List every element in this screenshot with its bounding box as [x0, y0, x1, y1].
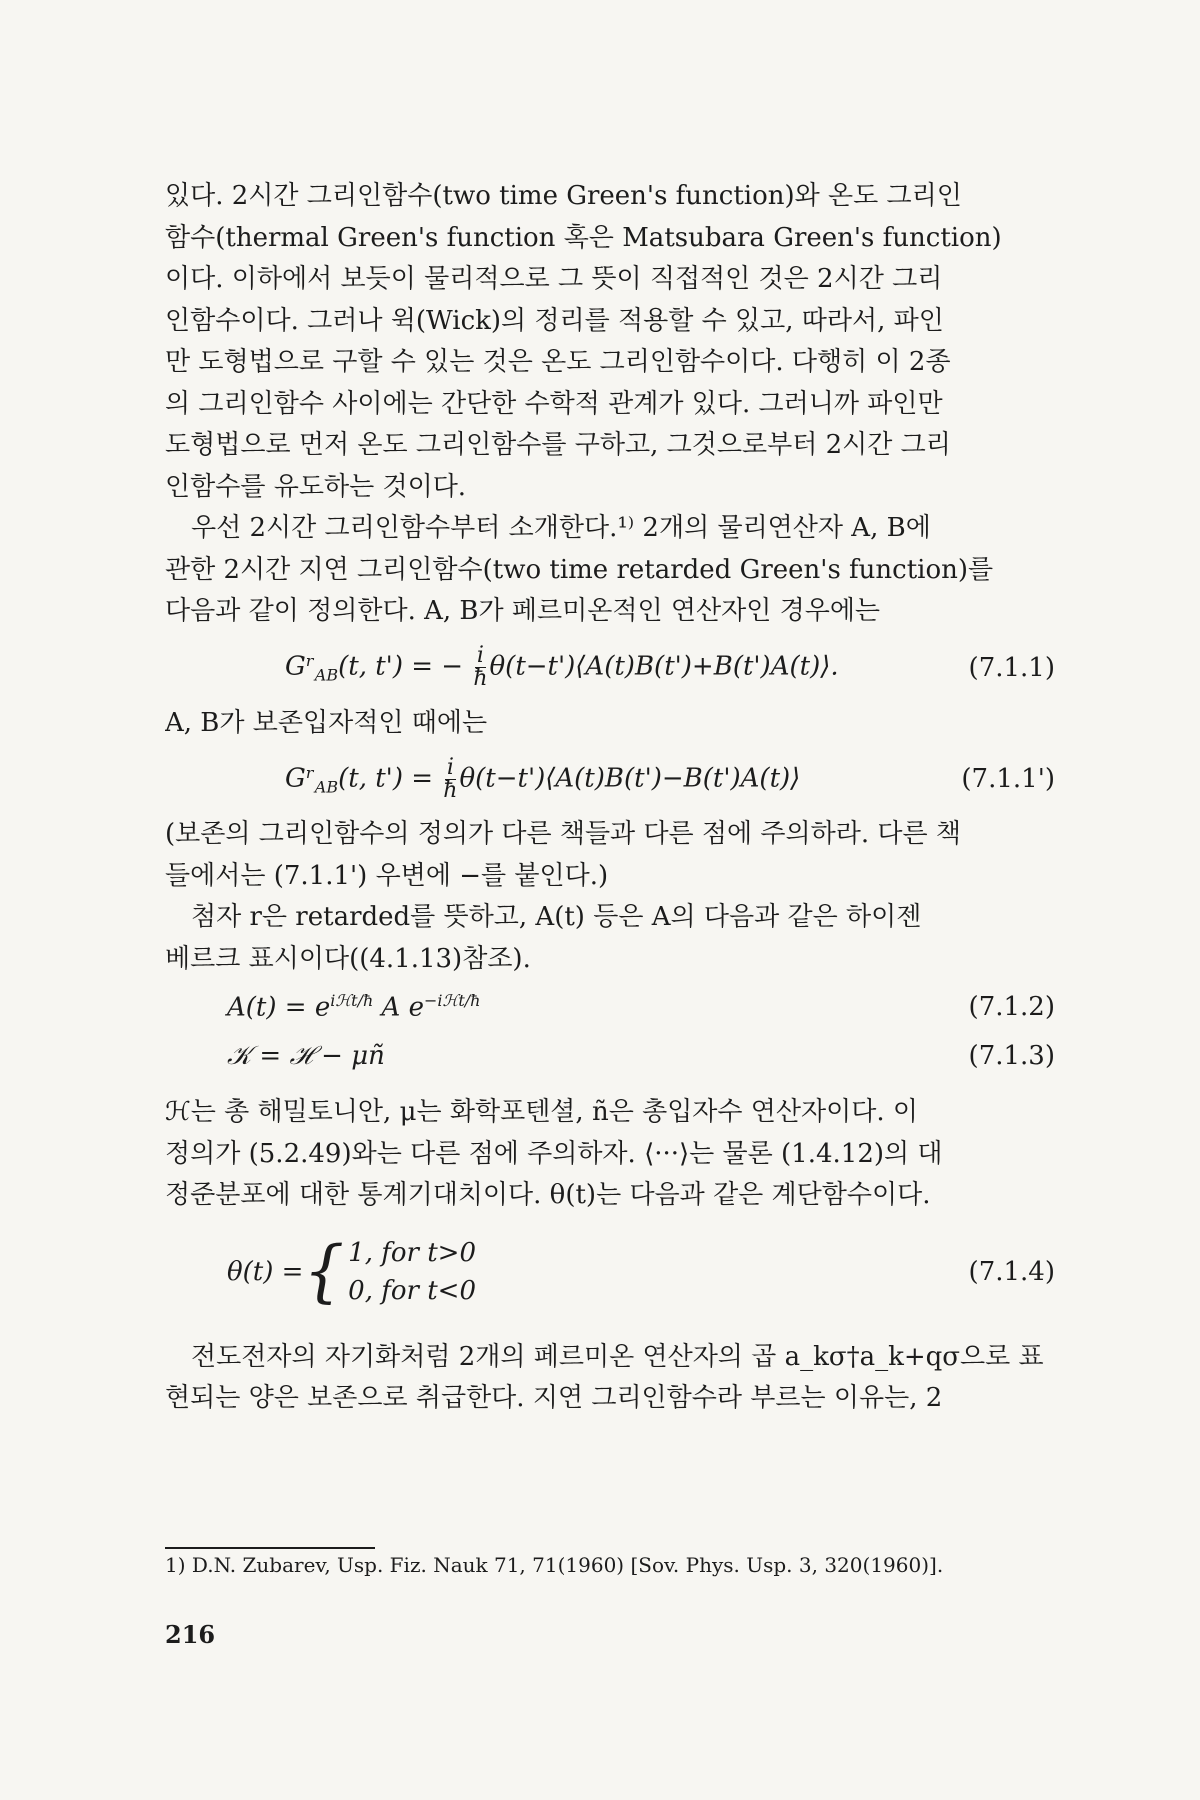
- text-line: 도형법으로 먼저 온도 그리인함수를 구하고, 그것으로부터 2시간 그리: [165, 430, 951, 460]
- eq-rhs: θ(t−t')⟨A(t)B(t')−B(t')A(t)⟩: [459, 763, 801, 793]
- eq-exponent: iℋt/ħ: [330, 991, 374, 1011]
- paragraph-2: [165, 508, 1055, 633]
- text-line: 전도전자의 자기화처럼 2개의 페르미온 연산자의 곱 a_kσ†a_k+qσ으로 표: [191, 1341, 1044, 1372]
- eq-subscript: AB: [314, 665, 339, 685]
- eq-args: (t, t') = −: [338, 651, 464, 682]
- text-line: 현되는 양은 보존으로 취급한다. 지연 그리인함수라 부르는 이유는, 2: [165, 1383, 943, 1413]
- frac-num: i: [476, 643, 484, 668]
- text-line: A, B가 보존입자적인 때에는: [165, 707, 488, 738]
- text-line: 관한 2시간 지연 그리인함수(two time retarded Green's function)를: [165, 554, 994, 585]
- equation-body: [227, 1234, 476, 1310]
- equation-number: (7.1.1): [968, 652, 1055, 683]
- text-line: 함수(thermal Green's function 혹은 Matsubara Green's function): [165, 222, 1002, 253]
- page-content: [165, 176, 1055, 1420]
- page-number: 216: [165, 1620, 216, 1649]
- paragraph-3: [165, 814, 1055, 897]
- text-line: 베르크 표시이다((4.1.13)참조).: [165, 943, 531, 974]
- text-line: 정준분포에 대한 통계기대치이다. θ(t)는 다음과 같은 계단함수이다.: [165, 1180, 931, 1210]
- cases: [348, 1234, 476, 1310]
- text-line: 인함수를 유도하는 것이다.: [165, 471, 467, 502]
- equation-body: [285, 754, 801, 803]
- case-line: 1, for t>0: [348, 1237, 476, 1268]
- eq-mid: A e: [381, 992, 424, 1023]
- equation-7-1-1: [165, 633, 1055, 703]
- text-line: ℋ는 총 해밀토니안, μ는 화학포텐셜, ñ은 총입자수 연산자이다. 이: [165, 1097, 919, 1127]
- equation-number: (7.1.2): [968, 992, 1055, 1022]
- equation-body: [227, 991, 480, 1023]
- text-line: 정의가 (5.2.49)와는 다른 점에 주의하자. ⟨···⟩는 물론 (1.4.12)의 대: [165, 1138, 943, 1169]
- text-line: 있다. 2시간 그리인함수(two time Green's function)와 온도 그리인: [165, 181, 962, 211]
- equation-number: (7.1.4): [968, 1256, 1055, 1287]
- text-line: 첨자 r은 retarded를 뜻하고, A(t) 등은 A의 다음과 같은 하이젠: [191, 902, 922, 932]
- eq-symbol: Gʳ: [285, 763, 315, 793]
- eq-rhs: θ(t−t')⟨A(t)B(t')+B(t')A(t)⟩.: [489, 651, 839, 682]
- case-line: 0, for t<0: [348, 1275, 476, 1306]
- paragraph-4: [165, 897, 1055, 980]
- footnote: 1) D.N. Zubarev, Usp. Fiz. Nauk 71, 71(1960) [Sov. Phys. Usp. 3, 320(1960)].: [165, 1553, 944, 1577]
- equation-7-1-4: [165, 1217, 1055, 1327]
- text-line: 만 도형법으로 구할 수 있는 것은 온도 그리인함수이다. 다행히 이 2종: [165, 347, 951, 377]
- equation-7-1-3: [165, 1034, 1055, 1078]
- equation-body: 𝒦 = ℋ − μñ: [227, 1040, 385, 1071]
- equation-body: [285, 645, 839, 690]
- frac-den: ħ: [473, 666, 488, 691]
- frac-num: i: [446, 754, 454, 780]
- equation-7-1-2: [165, 980, 1055, 1034]
- frac-den: ħ: [443, 777, 458, 803]
- eq-lhs: A(t) = e: [227, 992, 331, 1023]
- eq-exponent: −iℋt/ħ: [423, 991, 481, 1011]
- fraction: [443, 754, 458, 803]
- paragraph-6: [165, 1337, 1055, 1420]
- text-line: 다음과 같이 정의한다. A, B가 페르미온적인 연산자인 경우에는: [165, 596, 881, 626]
- fraction: [473, 645, 487, 690]
- text-line: 우선 2시간 그리인함수부터 소개한다.¹⁾ 2개의 물리연산자 A, B에: [191, 513, 931, 543]
- eq-subscript: AB: [314, 777, 339, 797]
- text-line: 인함수이다. 그러나 윅(Wick)의 정리를 적용할 수 있고, 따라서, 파인: [165, 305, 944, 336]
- equation-7-1-1-prime: [165, 744, 1055, 814]
- paragraph-boson: [165, 703, 1055, 745]
- text-line: (보존의 그리인함수의 정의가 다른 책들과 다른 점에 주의하라. 다른 책: [165, 819, 962, 849]
- footnote-rule: [165, 1547, 375, 1549]
- eq-symbol: Gʳ: [285, 651, 315, 682]
- text-line: 이다. 이하에서 보듯이 물리적으로 그 뜻이 직접적인 것은 2시간 그리: [165, 264, 943, 294]
- eq-lhs: θ(t) =: [227, 1256, 304, 1287]
- equation-number: (7.1.3): [968, 1041, 1055, 1071]
- text-line: 들에서는 (7.1.1') 우변에 −를 붙인다.): [165, 860, 609, 891]
- paragraph-5: [165, 1092, 1055, 1217]
- eq-args: (t, t') =: [338, 763, 434, 793]
- paragraph-1: [165, 176, 1055, 508]
- text-line: 의 그리인함수 사이에는 간단한 수학적 관계가 있다. 그러니까 파인만: [165, 388, 943, 419]
- left-brace: {: [303, 1232, 345, 1311]
- equation-number: (7.1.1'): [961, 764, 1055, 794]
